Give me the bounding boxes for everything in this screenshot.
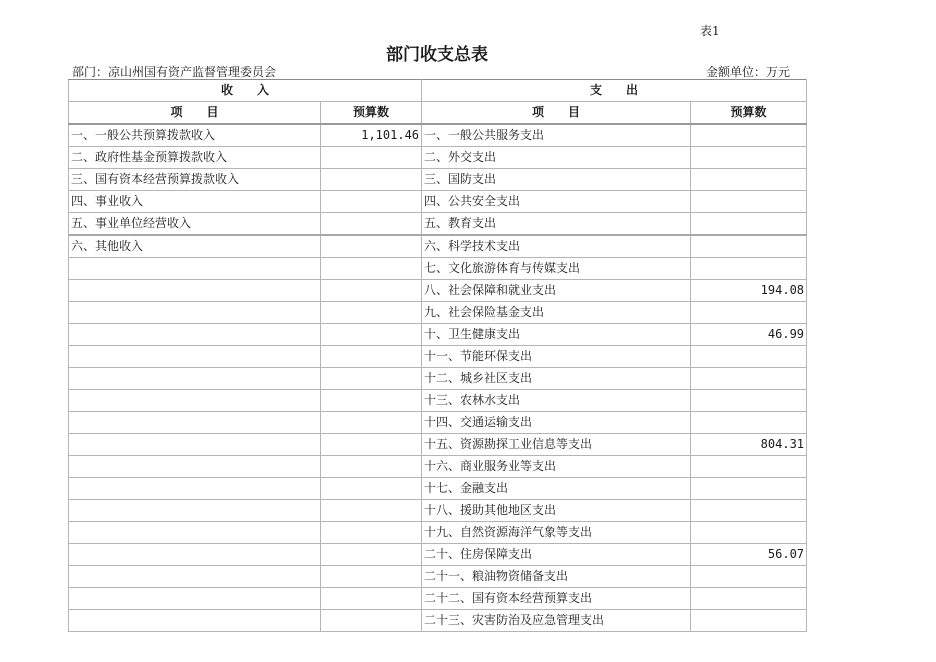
expense-amount-cell — [691, 390, 807, 412]
income-item-cell — [69, 500, 321, 522]
table-row — [69, 588, 807, 610]
expense-amount-cell — [691, 456, 807, 478]
income-amount-cell — [321, 280, 422, 302]
table-row — [69, 522, 807, 544]
expense-item-cell: 二十、住房保障支出 — [422, 544, 691, 566]
table-row — [69, 124, 807, 147]
expense-item-cell: 十八、援助其他地区支出 — [422, 500, 691, 522]
expense-item-cell: 五、教育支出 — [422, 213, 691, 236]
expense-amount-cell — [691, 302, 807, 324]
expense-item-cell: 二、外交支出 — [422, 147, 691, 169]
income-item-cell — [69, 258, 321, 280]
income-amount-cell — [321, 588, 422, 610]
expense-item-cell: 十九、自然资源海洋气象等支出 — [422, 522, 691, 544]
income-item-cell — [69, 544, 321, 566]
table-row — [69, 280, 807, 302]
table-row — [69, 258, 807, 280]
table-row — [69, 213, 807, 236]
income-amount-cell — [321, 478, 422, 500]
income-amount-cell — [321, 522, 422, 544]
table-row — [69, 235, 807, 258]
expense-item-cell: 八、社会保障和就业支出 — [422, 280, 691, 302]
expense-budget-header: 预算数 — [691, 102, 807, 125]
table-row — [69, 302, 807, 324]
expense-amount-cell — [691, 346, 807, 368]
expense-item-cell: 十一、节能环保支出 — [422, 346, 691, 368]
expense-item-cell: 十、卫生健康支出 — [422, 324, 691, 346]
expense-item-cell: 一、一般公共服务支出 — [422, 124, 691, 147]
expense-item-cell: 十五、资源勘探工业信息等支出 — [422, 434, 691, 456]
income-item-cell — [69, 588, 321, 610]
income-item-cell — [69, 302, 321, 324]
table-row — [69, 147, 807, 169]
column-header-row — [69, 102, 807, 125]
income-expense-summary-table — [68, 79, 807, 632]
expense-amount-cell — [691, 147, 807, 169]
income-amount-cell — [321, 456, 422, 478]
income-item-cell — [69, 390, 321, 412]
table-row — [69, 169, 807, 191]
expense-item-cell: 三、国防支出 — [422, 169, 691, 191]
expense-amount-cell — [691, 412, 807, 434]
expense-section-header: 支 出 — [422, 80, 807, 102]
expense-amount-cell: 46.99 — [691, 324, 807, 346]
expense-amount-cell — [691, 566, 807, 588]
expense-item-cell: 二十一、粮油物资储备支出 — [422, 566, 691, 588]
table-row — [69, 368, 807, 390]
expense-amount-cell: 56.07 — [691, 544, 807, 566]
income-item-cell — [69, 434, 321, 456]
expense-amount-cell — [691, 588, 807, 610]
table-row — [69, 500, 807, 522]
income-item-cell — [69, 324, 321, 346]
income-amount-cell — [321, 324, 422, 346]
expense-amount-cell — [691, 610, 807, 632]
income-amount-cell — [321, 302, 422, 324]
table-row — [69, 324, 807, 346]
expense-item-cell: 七、文化旅游体育与传媒支出 — [422, 258, 691, 280]
income-item-cell — [69, 522, 321, 544]
table-row — [69, 566, 807, 588]
table-row — [69, 456, 807, 478]
income-item-cell: 六、其他收入 — [69, 235, 321, 258]
expense-amount-cell — [691, 258, 807, 280]
income-amount-cell — [321, 258, 422, 280]
expense-amount-cell: 194.08 — [691, 280, 807, 302]
income-amount-cell — [321, 368, 422, 390]
section-header-row — [69, 80, 807, 102]
table-row — [69, 412, 807, 434]
expense-item-cell: 四、公共安全支出 — [422, 191, 691, 213]
table-number: 表1 — [700, 24, 720, 38]
income-budget-header: 预算数 — [321, 102, 422, 125]
expense-item-cell: 九、社会保险基金支出 — [422, 302, 691, 324]
table-row — [69, 191, 807, 213]
table-row — [69, 346, 807, 368]
table-row — [69, 390, 807, 412]
table-row — [69, 478, 807, 500]
income-amount-cell — [321, 390, 422, 412]
amount-unit-label: 金额单位：万元 — [706, 65, 791, 79]
expense-item-cell: 十七、金融支出 — [422, 478, 691, 500]
expense-amount-cell — [691, 522, 807, 544]
income-amount-cell: 1,101.46 — [321, 124, 422, 147]
income-amount-cell — [321, 566, 422, 588]
income-amount-cell — [321, 544, 422, 566]
income-item-cell — [69, 610, 321, 632]
income-amount-cell — [321, 213, 422, 236]
expense-amount-cell — [691, 235, 807, 258]
income-amount-cell — [321, 434, 422, 456]
income-amount-cell — [321, 346, 422, 368]
expense-amount-cell — [691, 500, 807, 522]
table-row — [69, 544, 807, 566]
expense-item-cell: 六、科学技术支出 — [422, 235, 691, 258]
income-amount-cell — [321, 191, 422, 213]
page-title: 部门收支总表 — [386, 45, 488, 65]
expense-item-cell: 二十三、灾害防治及应急管理支出 — [422, 610, 691, 632]
income-item-cell: 四、事业收入 — [69, 191, 321, 213]
expense-amount-cell — [691, 478, 807, 500]
income-item-cell — [69, 346, 321, 368]
expense-amount-cell — [691, 169, 807, 191]
expense-item-cell: 二十二、国有资本经营预算支出 — [422, 588, 691, 610]
expense-item-cell: 十六、商业服务业等支出 — [422, 456, 691, 478]
income-item-cell — [69, 456, 321, 478]
income-amount-cell — [321, 610, 422, 632]
expense-item-cell: 十四、交通运输支出 — [422, 412, 691, 434]
expense-amount-cell: 804.31 — [691, 434, 807, 456]
income-amount-cell — [321, 412, 422, 434]
income-item-cell: 二、政府性基金预算拨款收入 — [69, 147, 321, 169]
expense-amount-cell — [691, 124, 807, 147]
expense-amount-cell — [691, 213, 807, 236]
income-item-cell — [69, 280, 321, 302]
income-item-cell: 一、一般公共预算拨款收入 — [69, 124, 321, 147]
table-row — [69, 610, 807, 632]
income-section-header: 收 入 — [69, 80, 422, 102]
expense-amount-cell — [691, 368, 807, 390]
income-item-cell — [69, 368, 321, 390]
income-item-header: 项 目 — [69, 102, 321, 125]
income-item-cell — [69, 412, 321, 434]
department-label: 部门：凉山州国有资产监督管理委员会 — [72, 65, 277, 79]
income-item-cell: 五、事业单位经营收入 — [69, 213, 321, 236]
expense-amount-cell — [691, 191, 807, 213]
expense-item-header: 项 目 — [422, 102, 691, 125]
expense-item-cell: 十二、城乡社区支出 — [422, 368, 691, 390]
income-amount-cell — [321, 147, 422, 169]
expense-item-cell: 十三、农林水支出 — [422, 390, 691, 412]
income-amount-cell — [321, 235, 422, 258]
income-amount-cell — [321, 500, 422, 522]
income-item-cell — [69, 478, 321, 500]
table-row — [69, 434, 807, 456]
income-amount-cell — [321, 169, 422, 191]
income-item-cell — [69, 566, 321, 588]
income-item-cell: 三、国有资本经营预算拨款收入 — [69, 169, 321, 191]
